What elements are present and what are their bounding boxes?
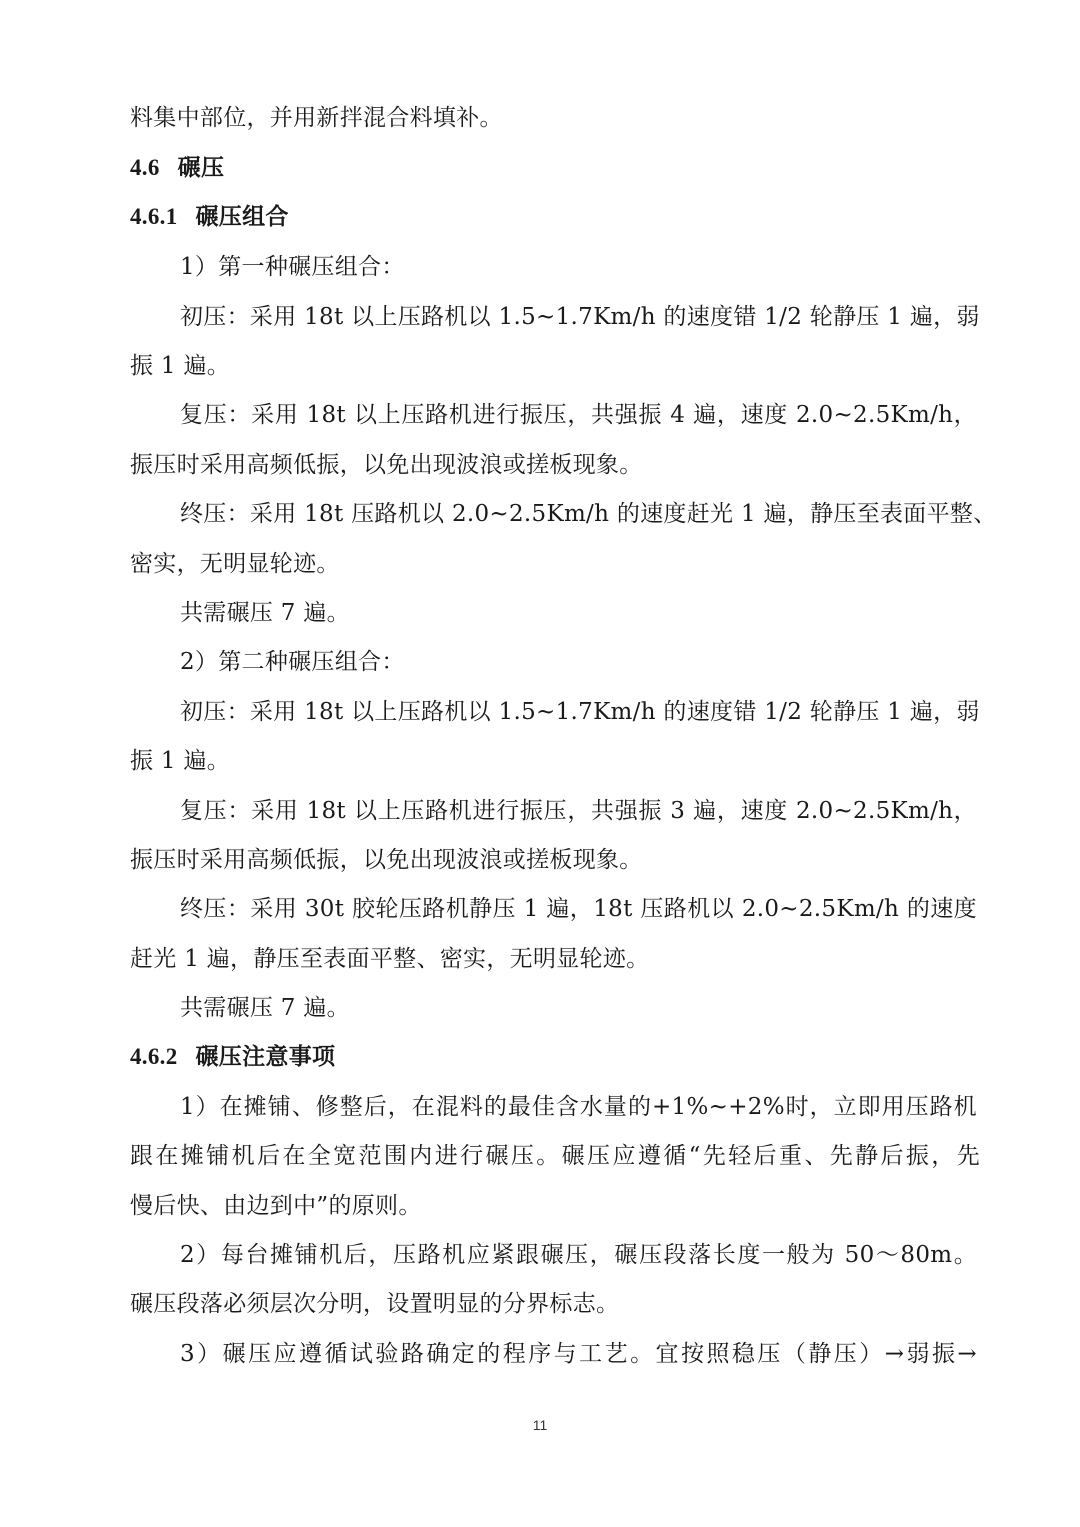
paragraph-line: 2）每台摊铺机后，压路机应紧跟碾压，碾压段落长度一般为 50～80m。	[180, 1242, 977, 1268]
paragraph-line: 振压时采用高频低振，以免出现波浪或搓板现象。	[130, 452, 643, 478]
paragraph-line: 复压：采用 18t 以上压路机进行振压，共强振 3 遍，速度 2.0~2.5Km/h，	[180, 798, 977, 824]
section-heading-4-6-2	[130, 1042, 980, 1072]
paragraph-line: 碾压段落必须层次分明，设置明显的分界标志。	[130, 1291, 620, 1317]
section-number: 4.6.2	[130, 1044, 178, 1069]
list-item-heading: 1）第一种碾压组合：	[180, 254, 405, 280]
paragraph-line: 密实，无明显轮迹。	[130, 551, 340, 577]
paragraph-line: 振 1 遍。	[130, 353, 231, 379]
paragraph-line: 赶光 1 遍，静压至表面平整、密实，无明显轮迹。	[130, 946, 650, 972]
paragraph-line: 初压：采用 18t 以上压路机以 1.5~1.7Km/h 的速度错 1/2 轮静压 1 遍，弱	[180, 699, 980, 725]
section-title: 碾压组合	[195, 204, 289, 230]
section-number: 4.6.1	[130, 204, 178, 229]
paragraph-line: 终压：采用 18t 压路机以 2.0~2.5Km/h 的速度赶光 1 遍，静压至表面平整、	[180, 501, 997, 527]
paragraph-line: 1）在摊铺、修整后，在混料的最佳含水量的+1%~+2%时，立即用压路机	[180, 1094, 977, 1120]
paragraph-line: 共需碾压 7 遍。	[180, 995, 350, 1021]
paragraph-line: 慢后快、由边到中”的原则。	[130, 1193, 422, 1219]
section-heading-4-6	[130, 153, 980, 183]
list-item-heading: 2）第二种碾压组合：	[180, 649, 405, 675]
paragraph-line: 复压：采用 18t 以上压路机进行振压，共强振 4 遍，速度 2.0~2.5Km/h，	[180, 402, 977, 428]
paragraph-line: 振压时采用高频低振，以免出现波浪或搓板现象。	[130, 847, 643, 873]
paragraph-line: 终压：采用 30t 胶轮压路机静压 1 遍，18t 压路机以 2.0~2.5Km/h 的速度	[180, 896, 977, 922]
paragraph-line: 初压：采用 18t 以上压路机以 1.5~1.7Km/h 的速度错 1/2 轮静压 1 遍，弱	[180, 304, 980, 330]
section-heading-4-6-1	[130, 202, 980, 232]
section-title: 碾压	[177, 155, 225, 181]
section-title: 碾压注意事项	[195, 1044, 336, 1070]
page-number: 11	[532, 1417, 548, 1433]
paragraph-line: 3）碾压应遵循试验路确定的程序与工艺。宜按照稳压（静压）→弱振→	[180, 1341, 977, 1367]
paragraph-line: 振 1 遍。	[130, 748, 231, 774]
paragraph-line: 料集中部位，并用新拌混合料填补。	[130, 105, 503, 131]
paragraph-line: 跟在摊铺机后在全宽范围内进行碾压。碾压应遵循“先轻后重、先静后振，先	[130, 1143, 980, 1169]
section-number: 4.6	[130, 155, 160, 180]
paragraph-line: 共需碾压 7 遍。	[180, 600, 350, 626]
